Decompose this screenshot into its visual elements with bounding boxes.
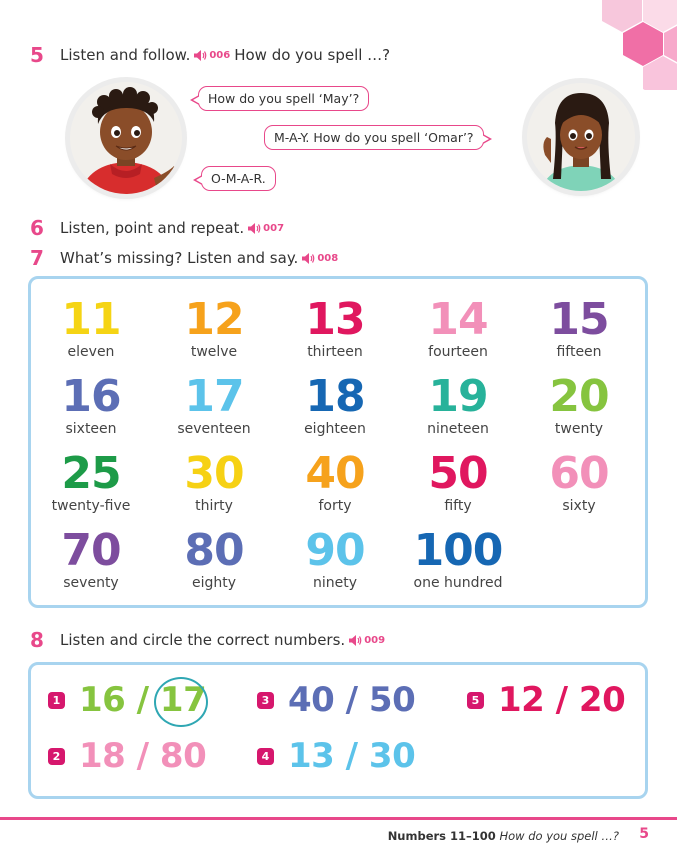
exercise-title: How do you spell …?: [234, 46, 391, 64]
girl-avatar: [527, 83, 635, 191]
exercise-5-heading: [30, 42, 390, 68]
number-word: twenty: [554, 421, 604, 437]
audio-track-number: 009: [364, 634, 386, 646]
number-option-b[interactable]: 17: [159, 680, 207, 720]
number-card[interactable]: [270, 450, 400, 514]
number-option-a[interactable]: 18: [79, 736, 126, 776]
number-digits: 13: [305, 294, 365, 345]
number-card[interactable]: [393, 373, 523, 437]
number-option-a[interactable]: 16: [79, 680, 126, 720]
number-digits: 18: [305, 371, 365, 422]
number-word: twelve: [190, 344, 238, 360]
number-choice-pair: [79, 736, 206, 776]
number-choice-pair: [498, 680, 625, 720]
circle-item-4: [257, 736, 415, 776]
number-card[interactable]: [26, 450, 156, 514]
number-digits: 19: [428, 371, 488, 422]
number-word: thirty: [195, 498, 233, 514]
number-option-b[interactable]: 30: [368, 736, 416, 776]
speech-bubble-boy-2: O-M-A-R.: [201, 166, 276, 191]
number-word: eleven: [67, 344, 115, 360]
option-separator: /: [125, 680, 160, 720]
item-number-badge: 3: [257, 692, 274, 709]
number-word: nineteen: [427, 421, 489, 437]
number-digits: 17: [184, 371, 244, 422]
option-separator: /: [544, 680, 579, 720]
number-option-a[interactable]: 12: [498, 680, 545, 720]
number-card[interactable]: [270, 527, 400, 591]
number-word: thirteen: [307, 344, 363, 360]
number-digits: 60: [549, 448, 609, 499]
exercise-number: 8: [30, 628, 44, 652]
number-word: one hundred: [413, 575, 503, 591]
number-digits: 12: [184, 294, 244, 345]
number-digits: 20: [549, 371, 609, 422]
number-digits: 25: [61, 448, 121, 499]
number-card[interactable]: [393, 296, 523, 360]
number-digits: 11: [61, 294, 121, 345]
speech-bubble-boy-1: How do you spell ‘May’?: [198, 86, 369, 111]
item-number-badge: 1: [48, 692, 65, 709]
hexagon-decoration: [567, 0, 677, 90]
page-number: 5: [639, 826, 649, 842]
number-word: twenty-five: [51, 498, 131, 514]
footer-divider: [0, 817, 677, 820]
number-word: eighteen: [304, 421, 366, 437]
number-word: fifty: [444, 498, 472, 514]
number-choice-pair: [79, 680, 206, 720]
number-digits: 14: [428, 294, 488, 345]
number-digits: 90: [305, 525, 365, 576]
number-card[interactable]: [270, 296, 400, 360]
footer-caption: [388, 829, 619, 843]
circle-item-5: [467, 680, 625, 720]
number-card[interactable]: [149, 527, 279, 591]
boy-avatar: [70, 82, 182, 194]
number-option-a[interactable]: 40: [288, 680, 335, 720]
number-digits: 80: [184, 525, 244, 576]
number-digits: 100: [413, 525, 503, 576]
number-card[interactable]: [514, 296, 644, 360]
number-option-b[interactable]: 20: [578, 680, 626, 720]
number-word: seventeen: [177, 421, 251, 437]
item-number-badge: 5: [467, 692, 484, 709]
number-card[interactable]: [514, 373, 644, 437]
number-word: eighty: [191, 575, 237, 591]
number-card[interactable]: [26, 373, 156, 437]
number-card[interactable]: [26, 296, 156, 360]
exercise-instruction: Listen and follow.: [60, 46, 191, 64]
exercise-number: 5: [30, 43, 44, 67]
number-word: sixteen: [65, 421, 117, 437]
circle-item-1: [48, 680, 206, 720]
number-digits: 15: [549, 294, 609, 345]
item-number-badge: 2: [48, 748, 65, 765]
exercise-8-heading: [30, 627, 385, 653]
audio-track-number: 007: [263, 222, 285, 234]
number-digits: 30: [184, 448, 244, 499]
number-digits: 50: [428, 448, 488, 499]
footer-unit: Numbers 11–100: [387, 829, 496, 843]
number-card[interactable]: [149, 450, 279, 514]
audio-track-button[interactable]: [194, 50, 230, 61]
number-card[interactable]: [149, 296, 279, 360]
speaker-icon: [302, 253, 315, 264]
speaker-icon: [349, 635, 362, 646]
number-card[interactable]: [393, 450, 523, 514]
audio-track-button[interactable]: [302, 253, 338, 264]
number-option-b[interactable]: 80: [159, 736, 207, 776]
exercise-number: 6: [30, 216, 44, 240]
exercise-instruction: Listen and circle the correct numbers.: [60, 631, 346, 649]
circle-item-2: [48, 736, 206, 776]
audio-track-button[interactable]: [349, 635, 385, 646]
number-card[interactable]: [514, 450, 644, 514]
number-digits: 70: [61, 525, 121, 576]
exercise-instruction: Listen, point and repeat.: [60, 219, 245, 237]
number-option-a[interactable]: 13: [288, 736, 335, 776]
speaker-icon: [194, 50, 207, 61]
number-option-b[interactable]: 50: [368, 680, 416, 720]
number-card[interactable]: [26, 527, 156, 591]
exercise-number: 7: [30, 246, 44, 270]
number-card[interactable]: [393, 527, 523, 591]
number-digits: 40: [305, 448, 365, 499]
exercise-7-heading: [30, 245, 338, 271]
audio-track-button[interactable]: [248, 223, 284, 234]
number-word: seventy: [63, 575, 119, 591]
number-digits: 16: [61, 371, 121, 422]
option-separator: /: [334, 680, 369, 720]
number-word: forty: [318, 498, 352, 514]
number-word: fourteen: [428, 344, 488, 360]
exercise-6-heading: [30, 215, 284, 241]
number-word: ninety: [312, 575, 358, 591]
option-separator: /: [334, 736, 369, 776]
circle-item-3: [257, 680, 415, 720]
exercise-instruction: What’s missing? Listen and say.: [60, 249, 299, 267]
audio-track-number: 006: [209, 49, 231, 61]
number-word: fifteen: [556, 344, 602, 360]
number-choice-pair: [288, 736, 415, 776]
speaker-icon: [248, 223, 261, 234]
footer-title: How do you spell …?: [499, 829, 619, 843]
number-card[interactable]: [149, 373, 279, 437]
option-separator: /: [125, 736, 160, 776]
audio-track-number: 008: [317, 252, 339, 264]
speech-bubble-girl: M-A-Y. How do you spell ‘Omar’?: [264, 125, 484, 150]
number-choice-pair: [288, 680, 415, 720]
number-card[interactable]: [270, 373, 400, 437]
number-word: sixty: [562, 498, 596, 514]
item-number-badge: 4: [257, 748, 274, 765]
